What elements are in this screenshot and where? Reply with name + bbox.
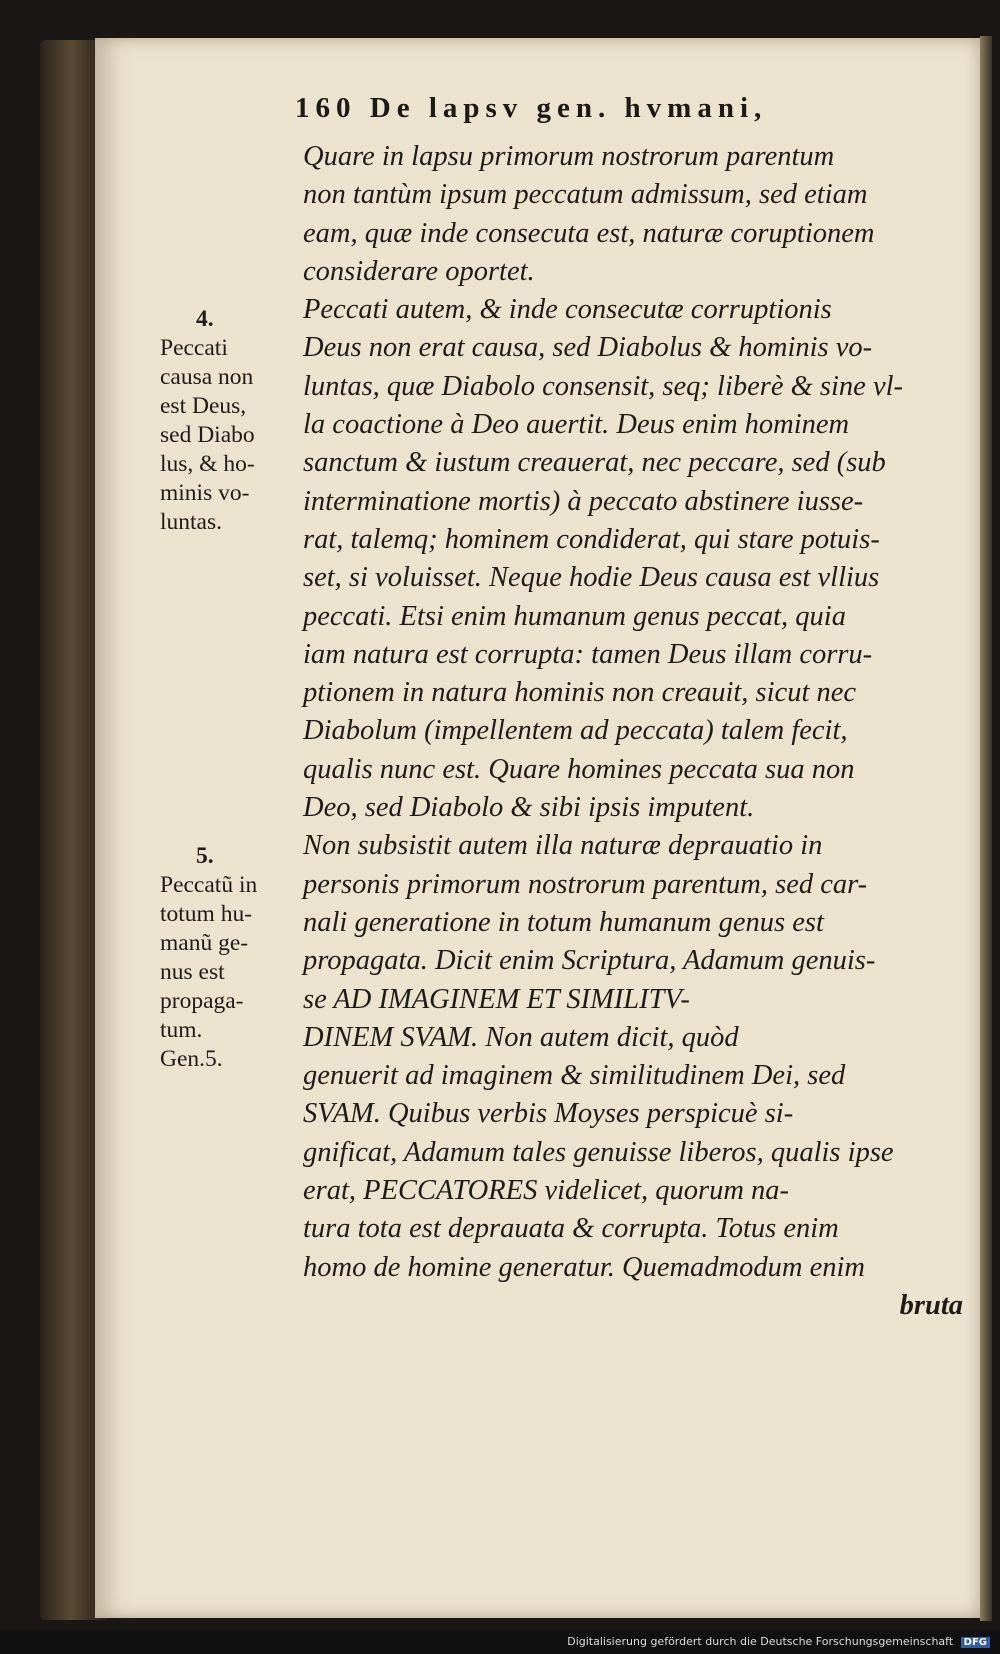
marginal-note-number: 5. [196,843,214,869]
text-line: non tantùm ipsum peccatum admissum, sed etiam [303,179,868,211]
text-line: considerare oportet. [303,255,535,287]
marginal-note-line: Peccati [160,335,228,361]
text-line: Quare in lapsu primorum nostrorum parentum [303,141,835,172]
text-line: SVAM. Quibus verbis Moyses perspicuè si- [303,1098,794,1130]
text-line: DINEM SVAM. Non autem dicit, quòd [303,1021,739,1053]
footer-credit-text: Digitalisierung gefördert durch die Deutsche Forschungsgemeinschaft [567,1635,954,1648]
marginal-note-line: minis vo- [160,480,250,506]
text-line: personis primorum nostrorum parentum, sed car- [303,868,868,900]
text-line: homo de homine generatur. Quemadmodum enim [303,1251,865,1283]
text-line: interminatione mortis) à peccato abstinere iusse- [303,485,864,517]
page-right-edge [980,36,992,1621]
text-line: Non subsistit autem illa naturæ deprauatio in [303,830,823,862]
text-line: Deo, sed Diabolo & sibi ipsis imputent. [303,792,755,824]
marginal-note-line: Gen.5. [160,1046,223,1072]
text-line: propagata. Dicit enim Scriptura, Adamum genuis- [303,945,876,977]
text-line: ptionem in natura hominis non creauit, sicut nec [303,677,857,709]
text-line: iam natura est corrupta: tamen Deus illam corru- [303,638,873,670]
marginal-note-line: totum hu- [160,901,253,927]
marginal-note-line: nus est [160,959,225,985]
text-line: nali generatione in totum humanum genus est [303,906,824,938]
marginal-note-line: luntas. [160,509,223,535]
marginal-note-line: propaga- [160,988,244,1014]
text-line: set, si voluisset. Neque hodie Deus causa est vllius [303,562,880,594]
text-line: rat, talemq; hominem condiderat, qui stare potuis- [303,523,880,555]
dfg-logo: DFG [961,1637,990,1648]
text-line: eam, quæ inde consecuta est, naturæ coruptionem [303,217,875,249]
text-line: Diabolum (impellentem ad peccata) talem fecit, [303,715,848,747]
digitization-footer [567,1635,990,1648]
text-line: gnificat, Adamum tales genuisse liberos, qualis ipse [303,1136,894,1168]
marginal-note-line: tum. [160,1017,203,1043]
catchword: bruta [899,1289,963,1321]
text-line: peccati. Etsi enim humanum genus peccat, quia [303,600,846,632]
text-line: se AD IMAGINEM ET SIMILITV- [303,983,690,1015]
text-line: genuerit ad imaginem & similitudinem Dei, sed [303,1060,846,1092]
text-line: tura tota est deprauata & corrupta. Totus enim [303,1213,839,1245]
main-text-block [303,138,963,1325]
marginal-note-line: manũ ge- [160,930,249,956]
marginal-note-line: Peccatũ in [160,872,258,898]
text-line: luntas, quæ Diabolo consensit, seq; liberè & sine vl- [303,370,904,402]
text-line: sanctum & iustum creauerat, nec peccare, sed (sub [303,447,886,479]
text-line: Deus non erat causa, sed Diabolus & hominis vo- [303,332,873,364]
marginal-note-line: est Deus, [160,393,247,419]
text-line: qualis nunc est. Quare homines peccata sua non [303,753,855,785]
text-line: la coactione à Deo auertit. Deus enim hominem [303,409,850,441]
marginal-note-4 [160,305,300,537]
marginal-note-number: 4. [196,306,214,332]
marginal-note-line: sed Diabo [160,422,255,448]
marginal-note-line: causa non [160,364,254,390]
text-line: erat, PECCATORES videlicet, quorum na- [303,1175,790,1207]
marginal-note-line: lus, & ho- [160,451,255,477]
page-header: 160 De lapsv gen. hvmani, [295,92,768,124]
text-line: Peccati autem, & inde consecutæ corruptionis [303,294,832,326]
marginal-note-5 [160,842,300,1074]
